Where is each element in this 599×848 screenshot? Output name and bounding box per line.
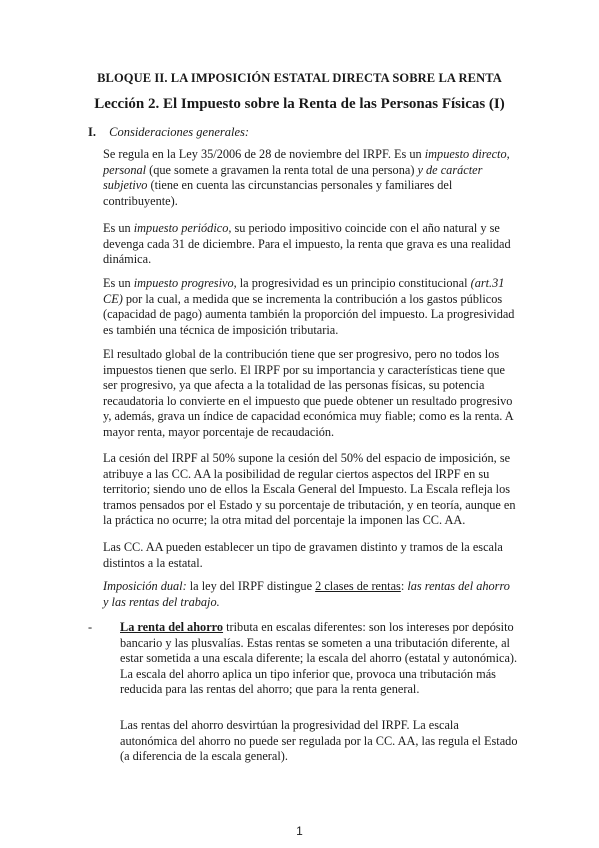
paragraph-irpf-cession: La cesión del IRPF al 50% supone la cesión del 50% del espacio de imposición, se atribuye a las CC. AA la posibilidad de regular ciertos aspectos del IRPF en su territorio; siendo uno de ellos la Escala General del Impuesto. La Escala refleja los tramos pensados por el Estado y su porcentaje de tributación, y en teoría, aunque en la práctica no ocurre; la otra mitad del porcentaje la imponen las CC. AA. — [103, 451, 516, 527]
text-run: (que somete a gravamen la renta total de una persona) — [146, 162, 418, 177]
section-number: I. — [88, 125, 96, 139]
text-run: Es un — [103, 221, 134, 235]
text-run-italic: impuesto progresivo, — [133, 276, 237, 290]
list-item-lead: La renta del ahorro — [120, 620, 224, 634]
section-title: Consideraciones generales: — [109, 125, 250, 139]
paragraph-ccaa-scale: Las CC. AA pueden establecer un tipo de gravamen distinto y tramos de la escala distintos a la estatal. — [103, 540, 503, 570]
text-run: la progresividad es un principio constitucional — [236, 276, 471, 290]
text-run: (tiene en cuenta las circunstancias personales y familiares del contribuyente). — [103, 178, 453, 208]
text-run-italic: (art.31 CE) — [103, 276, 505, 306]
section-heading — [88, 125, 249, 140]
text-run: Es un — [103, 276, 134, 290]
lesson-title: Lección 2. El Impuesto sobre la Renta de las Personas Físicas (I) — [94, 96, 505, 112]
page-number: 1 — [296, 824, 303, 838]
paragraph-global-result: El resultado global de la contribución tiene que ser progresivo, pero no todos los impuestos tienen que serlo. El IRPF por su importancia y características tiene que ser progresivo, ya que afecta a la totalidad de las personas físicas, su potencia recaudatoria lo convierte en el impuesto que puede obtener un resultado progresivo y, además, grava un índice de capacidad económica muy fiable; como es la renta. A mayor renta, mayor porcentaje de recaudación. — [103, 347, 513, 439]
text-run-italic: las rentas del ahorro y las rentas del trabajo. — [103, 579, 510, 609]
text-run-italic: Imposición dual: — [103, 579, 187, 593]
text-run-italic: impuesto directo, personal — [103, 147, 510, 177]
paragraph-periodic-tax — [103, 221, 518, 268]
text-run: Se regula en la Ley 35/2006 de 28 de noviembre del IRPF. Es un — [103, 147, 425, 161]
paragraph-savings-progressivity: Las rentas del ahorro desvirtúan la progresividad del IRPF. La escala autonómica del ahorro no puede ser regulada por la CC. AA, las regula el Estado (a diferencia de la escala general). — [120, 718, 518, 763]
paragraph-law-definition — [103, 147, 518, 209]
text-run: , su periodo impositivo coincide con el año natural y se devenga cada 31 de diciembre. Para el impuesto, la renta que grava es una realidad dinámica. — [103, 221, 511, 266]
paragraph-progressive-tax — [103, 276, 518, 338]
block-title: BLOQUE II. LA IMPOSICIÓN ESTATAL DIRECTA SOBRE LA RENTA — [97, 71, 502, 85]
text-run: tributa en escalas diferentes: son los intereses por depósito bancario y las plusvalías. Estas rentas se someten a una tributación diferente, al estar sometida a una escala diferente; la escala del ahorro (estatal y autonómica). La escala del ahorro aplica un tipo inferior que, provoca una tributación más reducida para las rentas del ahorro; que para la renta general. — [120, 620, 518, 696]
text-run-italic: impuesto periódico — [133, 221, 229, 235]
bullet-dash: - — [88, 620, 93, 634]
text-run: : — [400, 579, 408, 593]
text-run: la ley del IRPF distingue — [186, 579, 316, 593]
paragraph-dual-taxation — [103, 579, 518, 610]
text-run: por la cual, a medida que se incrementa la contribución a los gastos públicos (capacidad de pago) aumenta también la proporción del impuesto. La progresividad es también una técnica de imposición tributaria. — [103, 291, 515, 337]
text-run-underlined: 2 clases de rentas — [315, 579, 401, 593]
list-item-text — [120, 620, 518, 698]
text-run-italic: y de carácter subjetivo — [103, 162, 483, 192]
